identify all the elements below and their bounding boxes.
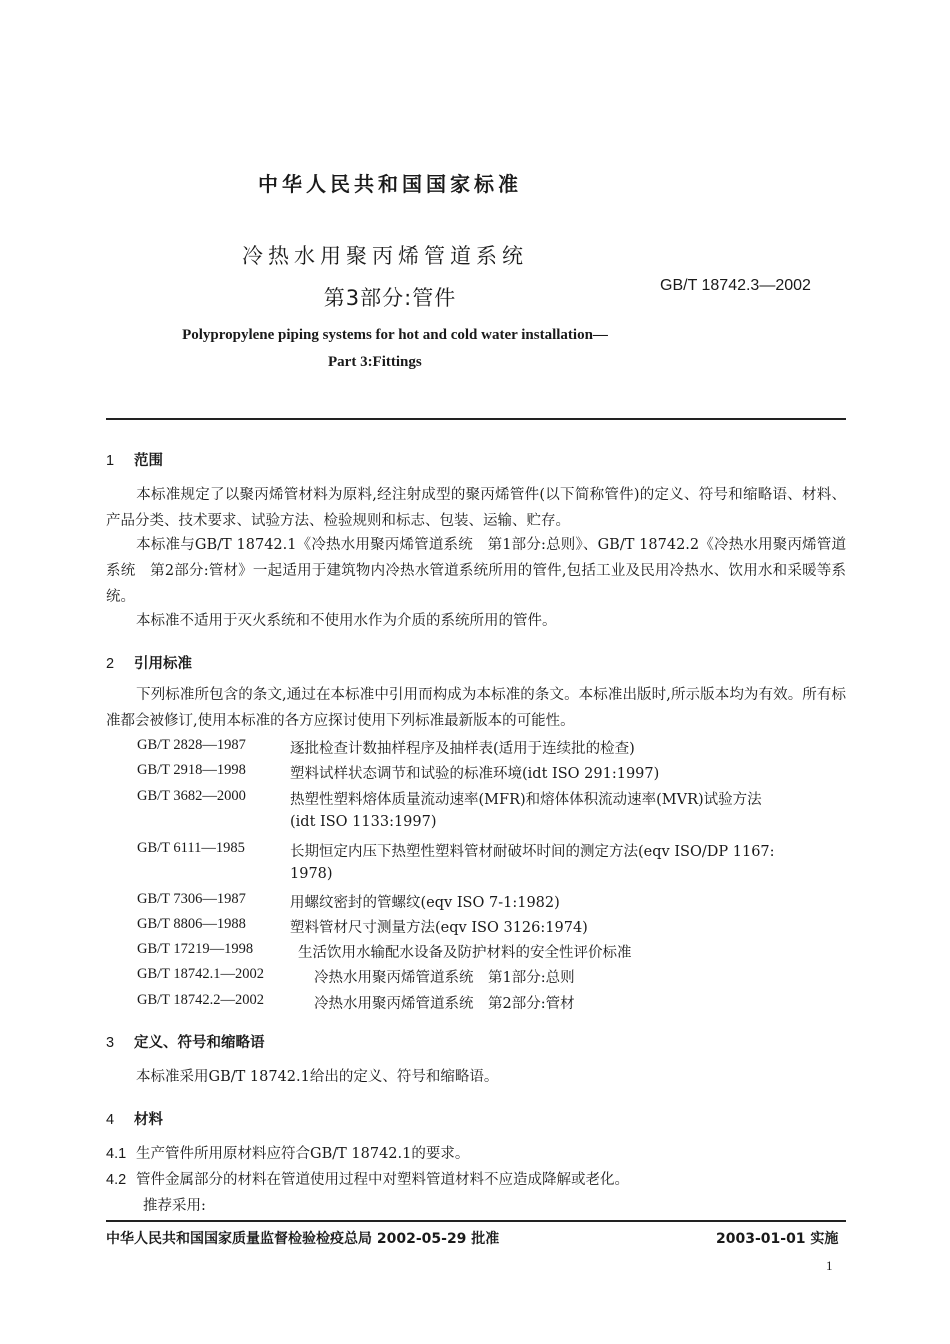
section-number: 4 (106, 1112, 115, 1128)
reference-code: GB/T 17219—1998 (137, 941, 254, 957)
clause-text: 生产管件所用原材料应符合GB/T 18742.1的要求。 (136, 1146, 470, 1162)
section-title: 范围 (134, 453, 163, 469)
standard-code: GB/T 18742.3—2002 (660, 277, 811, 294)
reference-code: GB/T 2918—1998 (137, 762, 246, 778)
english-title: Polypropylene piping systems for hot and cold water installation— (182, 327, 608, 343)
section-4-heading (106, 1108, 163, 1129)
reference-title: 逐批检查计数抽样程序及抽样表(适用于连续批的检查) (290, 741, 635, 757)
reference-title: 冷热水用聚丙烯管道系统 第1部分:总则 (314, 970, 575, 986)
effective-date: 2003-01-01 实施 (716, 1231, 839, 1247)
section-3-heading (106, 1031, 265, 1052)
section-2-paragraph-1: 下列标准所包含的条文,通过在本标准中引用而构成为本标准的条文。本标准出版时,所示版本均为有效。所有标准都会被修订,使用本标准的各方应探讨使用下列标准最新版本的可能性。 (106, 687, 846, 729)
english-subtitle: Part 3:Fittings (328, 354, 422, 370)
page-number: 1 (826, 1258, 833, 1273)
clause-4-1 (106, 1142, 469, 1163)
section-2-heading (106, 652, 192, 673)
reference-code: GB/T 8806—1988 (137, 916, 246, 932)
clause-4-2 (106, 1168, 629, 1189)
section-number: 3 (106, 1035, 115, 1051)
clause-text: 管件金属部分的材料在管道使用过程中对塑料管道材料不应造成降解或老化。 (136, 1172, 629, 1188)
section-title: 引用标准 (134, 656, 192, 672)
footer-divider (106, 1220, 846, 1222)
reference-code: GB/T 7306—1987 (137, 891, 246, 907)
reference-title: 长期恒定内压下热塑性塑料管材耐破坏时间的测定方法(eqv ISO/DP 1167: (290, 844, 775, 860)
section-title: 材料 (134, 1112, 163, 1128)
document-title: 冷热水用聚丙烯管道系统 (242, 244, 528, 268)
clause-4-2-subtext: 推荐采用: (143, 1198, 206, 1214)
section-1-paragraph-3: 本标准不适用于灭火系统和不使用水作为介质的系统所用的管件。 (136, 613, 557, 629)
section-title: 定义、符号和缩略语 (134, 1035, 265, 1051)
reference-title: 塑料管材尺寸测量方法(eqv ISO 3126:1974) (290, 920, 588, 936)
reference-title: 塑料试样状态调节和试验的标准环境(idt ISO 291:1997) (290, 766, 660, 782)
reference-title-continuation: 1978) (290, 866, 333, 882)
clause-number: 4.2 (106, 1172, 127, 1188)
section-1-heading (106, 449, 163, 470)
section-1-paragraph-2: 本标准与GB/T 18742.1《冷热水用聚丙烯管道系统 第1部分:总则》、GB/T 18742.2《冷热水用聚丙烯管道系统 第2部分:管材》一起适用于建筑物内冷热水管道系统所用的管件,包括工业及民用冷热水、饮用水和采暖等系统。 (106, 537, 846, 605)
reference-title: 冷热水用聚丙烯管道系统 第2部分:管材 (314, 996, 575, 1012)
clause-number: 4.1 (106, 1146, 127, 1162)
section-number: 2 (106, 656, 115, 672)
section-number: 1 (106, 453, 115, 469)
reference-title-continuation: (idt ISO 1133:1997) (290, 814, 437, 830)
reference-title: 热塑性塑料熔体质量流动速率(MFR)和熔体体积流动速率(MVR)试验方法 (290, 792, 762, 808)
reference-code: GB/T 3682—2000 (137, 788, 246, 804)
section-1-paragraph-1: 本标准规定了以聚丙烯管材料为原料,经注射成型的聚丙烯管件(以下简称管件)的定义、符号和缩略语、材料、产品分类、技术要求、试验方法、检验规则和标志、包装、运输、贮存。 (106, 487, 846, 529)
reference-code: GB/T 2828—1987 (137, 737, 246, 753)
document-subtitle: 第3部分:管件 (323, 286, 457, 310)
reference-code: GB/T 18742.2—2002 (137, 992, 265, 1008)
reference-title: 生活饮用水输配水设备及防护材料的安全性评价标准 (298, 945, 632, 961)
reference-code: GB/T 18742.1—2002 (137, 966, 265, 982)
standard-type-heading: 中华人民共和国国家标准 (258, 172, 522, 196)
header-divider (106, 418, 846, 420)
issuer-approval: 中华人民共和国国家质量监督检验检疫总局 2002-05-29 批准 (106, 1231, 500, 1247)
section-3-paragraph-1: 本标准采用GB/T 18742.1给出的定义、符号和缩略语。 (136, 1069, 499, 1085)
reference-code: GB/T 6111—1985 (137, 840, 245, 856)
reference-title: 用螺纹密封的管螺纹(eqv ISO 7-1:1982) (290, 895, 560, 911)
